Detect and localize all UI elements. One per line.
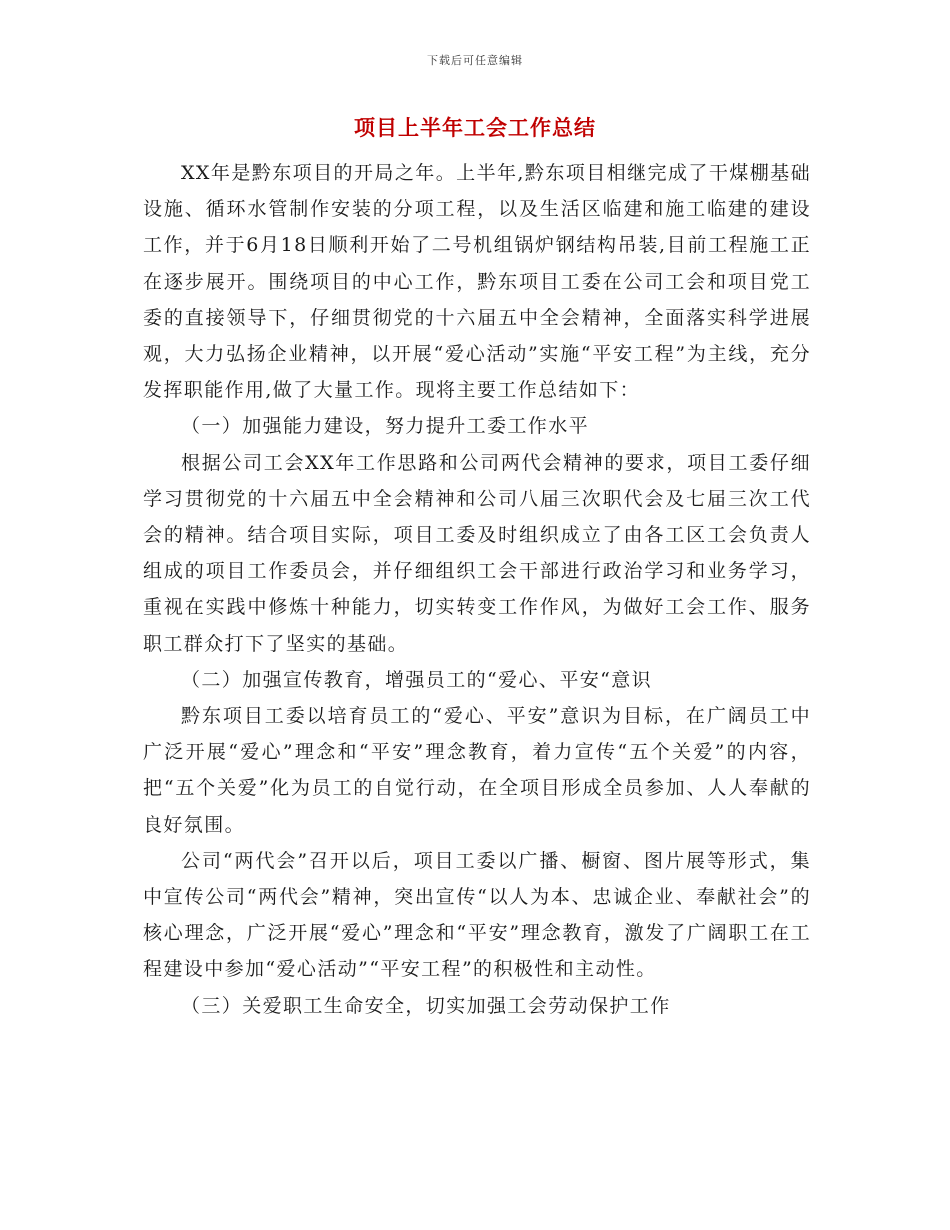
paragraph-section-2b: 公司“两代会”召开以后，项目工委以广播、橱窗、图片展等形式，集中宣传公司“两代会”精神，突出宣传“以人为本、忠诚企业、奉献社会”的核心理念，广泛开展“爱心”理念和“平安”理念教育，激发了广阔职工在工程建设中参加“爱心活动”“平安工程”的积极性和主动性。 — [143, 849, 811, 981]
document-body — [143, 155, 811, 1024]
paragraph-section-1: 根据公司工会XX年工作思路和公司两代会精神的要求，项目工委仔细学习贯彻党的十六届五中全会精神和公司八届三次职代会及七届三次工代会的精神。结合项目实际，项目工委及时组织成立了由各工区工会负责人组成的项目工作委员会，并仔细组织工会干部进行政治学习和业务学习，重视在实践中修炼十种能力，切实转变工作作风，为做好工会工作、服务职工群众打下了坚实的基础。 — [143, 451, 811, 655]
section-heading-1: （一）加强能力建设，努力提升工委工作水平 — [181, 415, 590, 438]
document-title: 项目上半年工会工作总结 — [354, 115, 596, 140]
section-heading-3: （三）关爱职工生命安全，切实加强工会劳动保护工作 — [181, 994, 671, 1017]
section-heading-2: （二）加强宣传教育，增强员工的“爱心、平安“意识 — [181, 668, 653, 691]
paragraph-section-2a: 黔东项目工委以培育员工的“爱心、平安”意识为目标，在广阔员工中广泛开展“爱心”理念和“平安”理念教育，着力宣传“五个关爱”的内容，把“五个关爱”化为员工的自觉行动，在全项目形成全员参加、人人奉献的良好氛围。 — [143, 705, 811, 836]
paragraph-intro: XX年是黔东项目的开局之年。上半年,黔东项目相继完成了干煤棚基础设施、循环水管制作安装的分项工程，以及生活区临建和施工临建的建设工作，并于6月18日顺利开始了二号机组锅炉钢结构吊装,目前工程施工正在逐步展开。围绕项目的中心工作，黔东项目工委在公司工会和项目党工委的直接领导下，仔细贯彻党的十六届五中全会精神，全面落实科学进展观，大力弘扬企业精神，以开展“爱心活动”实施“平安工程”为主线，充分发挥职能作用,做了大量工作。现将主要工作总结如下： — [143, 162, 811, 402]
header-note: 下载后可任意编辑 — [427, 54, 523, 67]
